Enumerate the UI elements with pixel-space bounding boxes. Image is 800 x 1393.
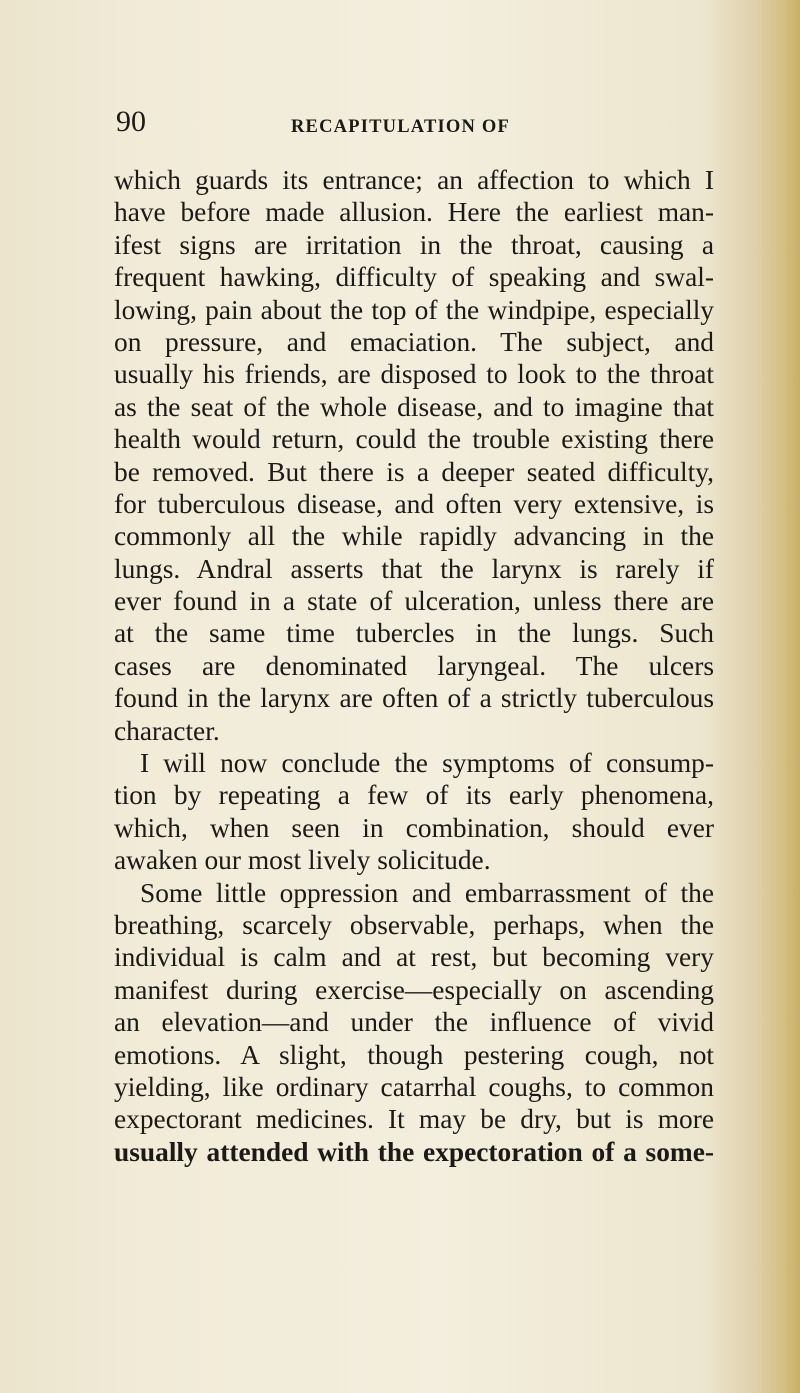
text-line: awaken our most lively solicitude. — [114, 845, 491, 876]
text-line: commonly all the while rapidly advancing in the — [114, 521, 714, 552]
text-line: tion by repeating a few of its early phenomena, — [114, 780, 714, 811]
text-line: Some little oppression and embarrassment of the — [140, 877, 714, 908]
text-line: be removed. But there is a deeper seated difficulty, — [114, 456, 714, 487]
body-text — [114, 164, 714, 1168]
page-number: 90 — [116, 105, 146, 138]
text-line: manifest during exercise—especially on ascending — [114, 974, 714, 1005]
text-line: lungs. Andral asserts that the larynx is rarely if — [114, 553, 714, 584]
text-line: have before made allusion. Here the earliest man- — [114, 197, 714, 228]
text-line: character. — [114, 715, 220, 746]
text-line: yielding, like ordinary catarrhal coughs, to common — [114, 1071, 714, 1102]
text-line: health would return, could the trouble existing there — [114, 424, 714, 455]
text-line: for tuberculous disease, and often very extensive, is — [114, 488, 714, 519]
text-line: breathing, scarcely observable, perhaps, when the — [114, 909, 714, 940]
text-line: found in the larynx are often of a strictly tuberculous — [114, 683, 714, 714]
text-line: ever found in a state of ulceration, unless there are — [114, 586, 714, 617]
text-line: individual is calm and at rest, but becoming very — [114, 942, 714, 973]
text-line: cases are denominated laryngeal. The ulcers — [114, 650, 714, 681]
running-head — [116, 104, 716, 140]
text-line: usually attended with the expectoration of a some- — [114, 1136, 714, 1167]
running-head-title: RECAPITULATION OF — [291, 117, 510, 137]
text-line: as the seat of the whole disease, and to imagine that — [114, 391, 714, 422]
text-line: lowing, pain about the top of the windpipe, especially — [114, 294, 714, 325]
text-line: an elevation—and under the influence of vivid — [114, 1007, 714, 1038]
text-line: on pressure, and emaciation. The subject, and — [114, 326, 714, 357]
text-line: ifest signs are irritation in the throat, causing a — [114, 229, 714, 260]
text-line: expectorant medicines. It may be dry, but is more — [114, 1104, 714, 1135]
text-line: which guards its entrance; an affection to which I — [114, 165, 714, 195]
text-line: frequent hawking, difficulty of speaking and swal- — [114, 262, 714, 293]
text-line: at the same time tubercles in the lungs. Such — [114, 618, 714, 649]
text-line: which, when seen in combination, should ever — [114, 812, 714, 843]
text-line: I will now conclude the symptoms of consump- — [140, 748, 714, 779]
text-line: emotions. A slight, though pestering cough, not — [114, 1039, 714, 1070]
page-edge-stain — [760, 0, 800, 1393]
text-line: usually his friends, are disposed to look to the throat — [114, 359, 714, 390]
